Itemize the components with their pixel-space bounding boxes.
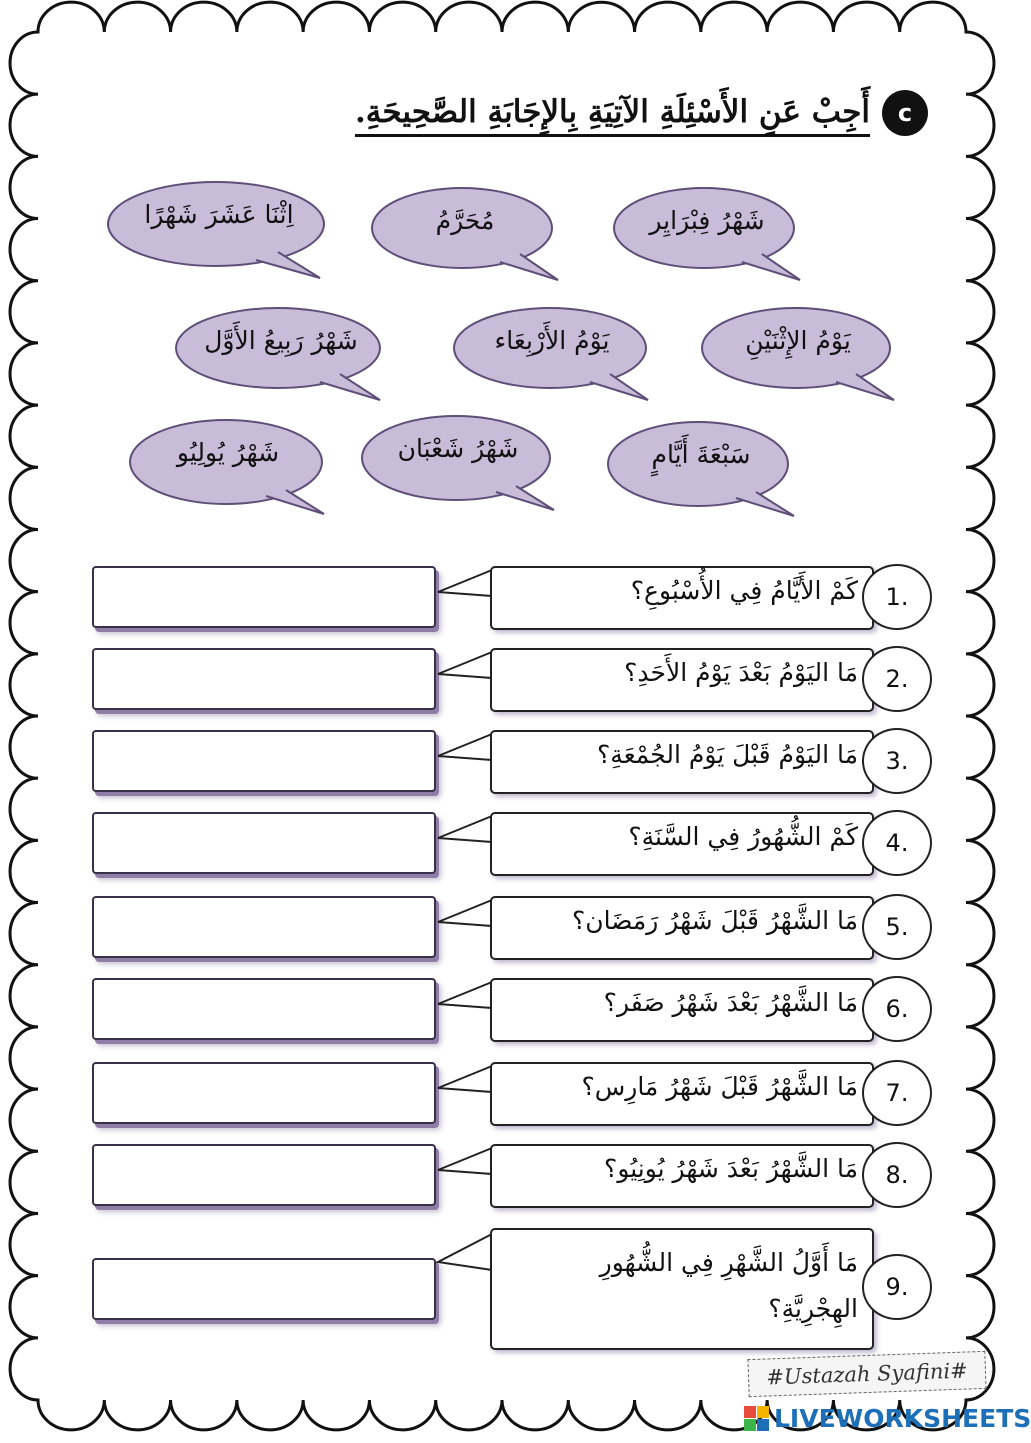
option-bubble[interactable] [128,420,328,508]
option-text: اِثْنَا عَشَرَ شَهْرًا [144,200,294,229]
question-box [490,896,874,960]
question-number: 2. [862,646,932,712]
answer-drop-box[interactable] [92,812,436,874]
answer-drop-box[interactable] [92,978,436,1040]
question-box [490,1062,874,1126]
answer-drop-box[interactable] [92,1258,436,1320]
answer-drop-box[interactable] [92,896,436,958]
option-text: مُحَرَّمُ [435,206,495,235]
answer-drop-box[interactable] [92,648,436,710]
question-row [92,812,942,878]
speech-bubble-shape [174,308,388,408]
option-bubble[interactable] [174,308,388,396]
question-row [92,648,942,714]
question-box [490,648,874,712]
question-text: مَا الشَّهْرُ قَبْلَ شَهْرُ رَمَضَان؟ [571,906,858,935]
question-text: مَا الشَّهْرُ بَعْدَ شَهْرُ يُونِيُو؟ [604,1154,858,1183]
callout-pointer [434,566,494,626]
question-row [92,730,942,796]
question-text: مَا الشَّهْرُ بَعْدَ شَهْرُ صَفَر؟ [603,988,858,1017]
question-number: 3. [862,728,932,794]
option-text: شَهْرُ شَعْبَان [397,434,519,463]
question-number: 9. [862,1254,932,1320]
speech-bubble-shape [700,308,896,408]
question-row [92,978,942,1044]
author-signature: #Ustazah Syafini# [747,1351,986,1397]
question-text: مَا اليَوْمُ بَعْدَ يَوْمُ الأَحَدِ؟ [624,658,858,687]
callout-pointer [434,730,494,790]
answer-drop-box[interactable] [92,566,436,628]
option-bubble[interactable] [612,188,802,276]
option-bubble[interactable] [606,422,796,510]
speech-bubble-shape [606,422,796,522]
question-box [490,1144,874,1208]
brand-name: LIVEWORKSHEETS [774,1404,1031,1433]
option-bubble[interactable] [106,182,332,270]
callout-pointer [434,978,494,1038]
speech-bubble-shape [360,416,556,516]
question-box [490,566,874,630]
option-text: يَوْمُ الإِثْنَيْنِ [745,326,851,355]
question-box [490,730,874,794]
option-text: سَبْعَةَ أَيَّامٍ [651,440,751,469]
option-text: شَهْرُ رَبِيعُ الأَوَّل [204,326,358,355]
callout-pointer [434,1228,494,1288]
callout-pointer [434,1062,494,1122]
question-text: مَا أَوَّلُ الشَّهْرِ فِي الشُّهُورِ الهِجْرِيَّةِ؟ [599,1248,858,1323]
question-text: مَا اليَوْمُ قَبْلَ يَوْمُ الجُمْعَةِ؟ [597,740,858,769]
option-bubble[interactable] [360,416,556,504]
question-box [490,978,874,1042]
question-row [92,566,942,632]
speech-bubble-shape [128,420,328,520]
question-row [92,1062,942,1128]
instruction-heading [354,90,940,150]
question-row [92,1228,942,1358]
answer-drop-box[interactable] [92,1144,436,1206]
question-text: كَمْ الأَيَّامُ فِي الأُسْبُوعِ؟ [630,576,858,605]
callout-pointer [434,1144,494,1204]
answer-drop-box[interactable] [92,1062,436,1124]
question-box [490,1228,874,1350]
question-number: 7. [862,1060,932,1126]
liveworksheets-logo[interactable] [744,1400,1031,1440]
speech-bubble-shape [452,308,652,408]
speech-bubble-shape [612,188,802,288]
option-text: شَهْرُ فِبْرَايِر [649,206,765,235]
question-number: 1. [862,564,932,630]
option-bubble[interactable] [700,308,896,396]
question-number: 8. [862,1142,932,1208]
speech-bubble-shape [106,182,332,282]
callout-pointer [434,812,494,872]
question-number: 5. [862,894,932,960]
option-text: يَوْمُ الأَرْبِعَاء [494,326,610,355]
question-row [92,896,942,962]
callout-pointer [434,896,494,956]
question-box [490,812,874,876]
liveworksheets-icon [744,1406,770,1432]
question-text: مَا الشَّهْرُ قَبْلَ شَهْرُ مَارِس؟ [581,1072,858,1101]
question-number: 4. [862,810,932,876]
callout-pointer [434,648,494,708]
option-bubble[interactable] [452,308,652,396]
option-bubble[interactable] [370,188,560,276]
option-text: شَهْرُ يُولِيُو [176,438,280,467]
speech-bubble-shape [370,188,560,288]
question-text: كَمْ الشُّهُورُ فِي السَّنَةِ؟ [628,822,858,851]
question-row [92,1144,942,1210]
question-number: 6. [862,976,932,1042]
instruction-text: أَجِبْ عَنِ الأَسْئِلَةِ الآتِيَةِ بِالإِجَابَةِ الصَّحِيحَةِ. [355,94,870,137]
answer-drop-box[interactable] [92,730,436,792]
section-badge: c [882,90,928,136]
